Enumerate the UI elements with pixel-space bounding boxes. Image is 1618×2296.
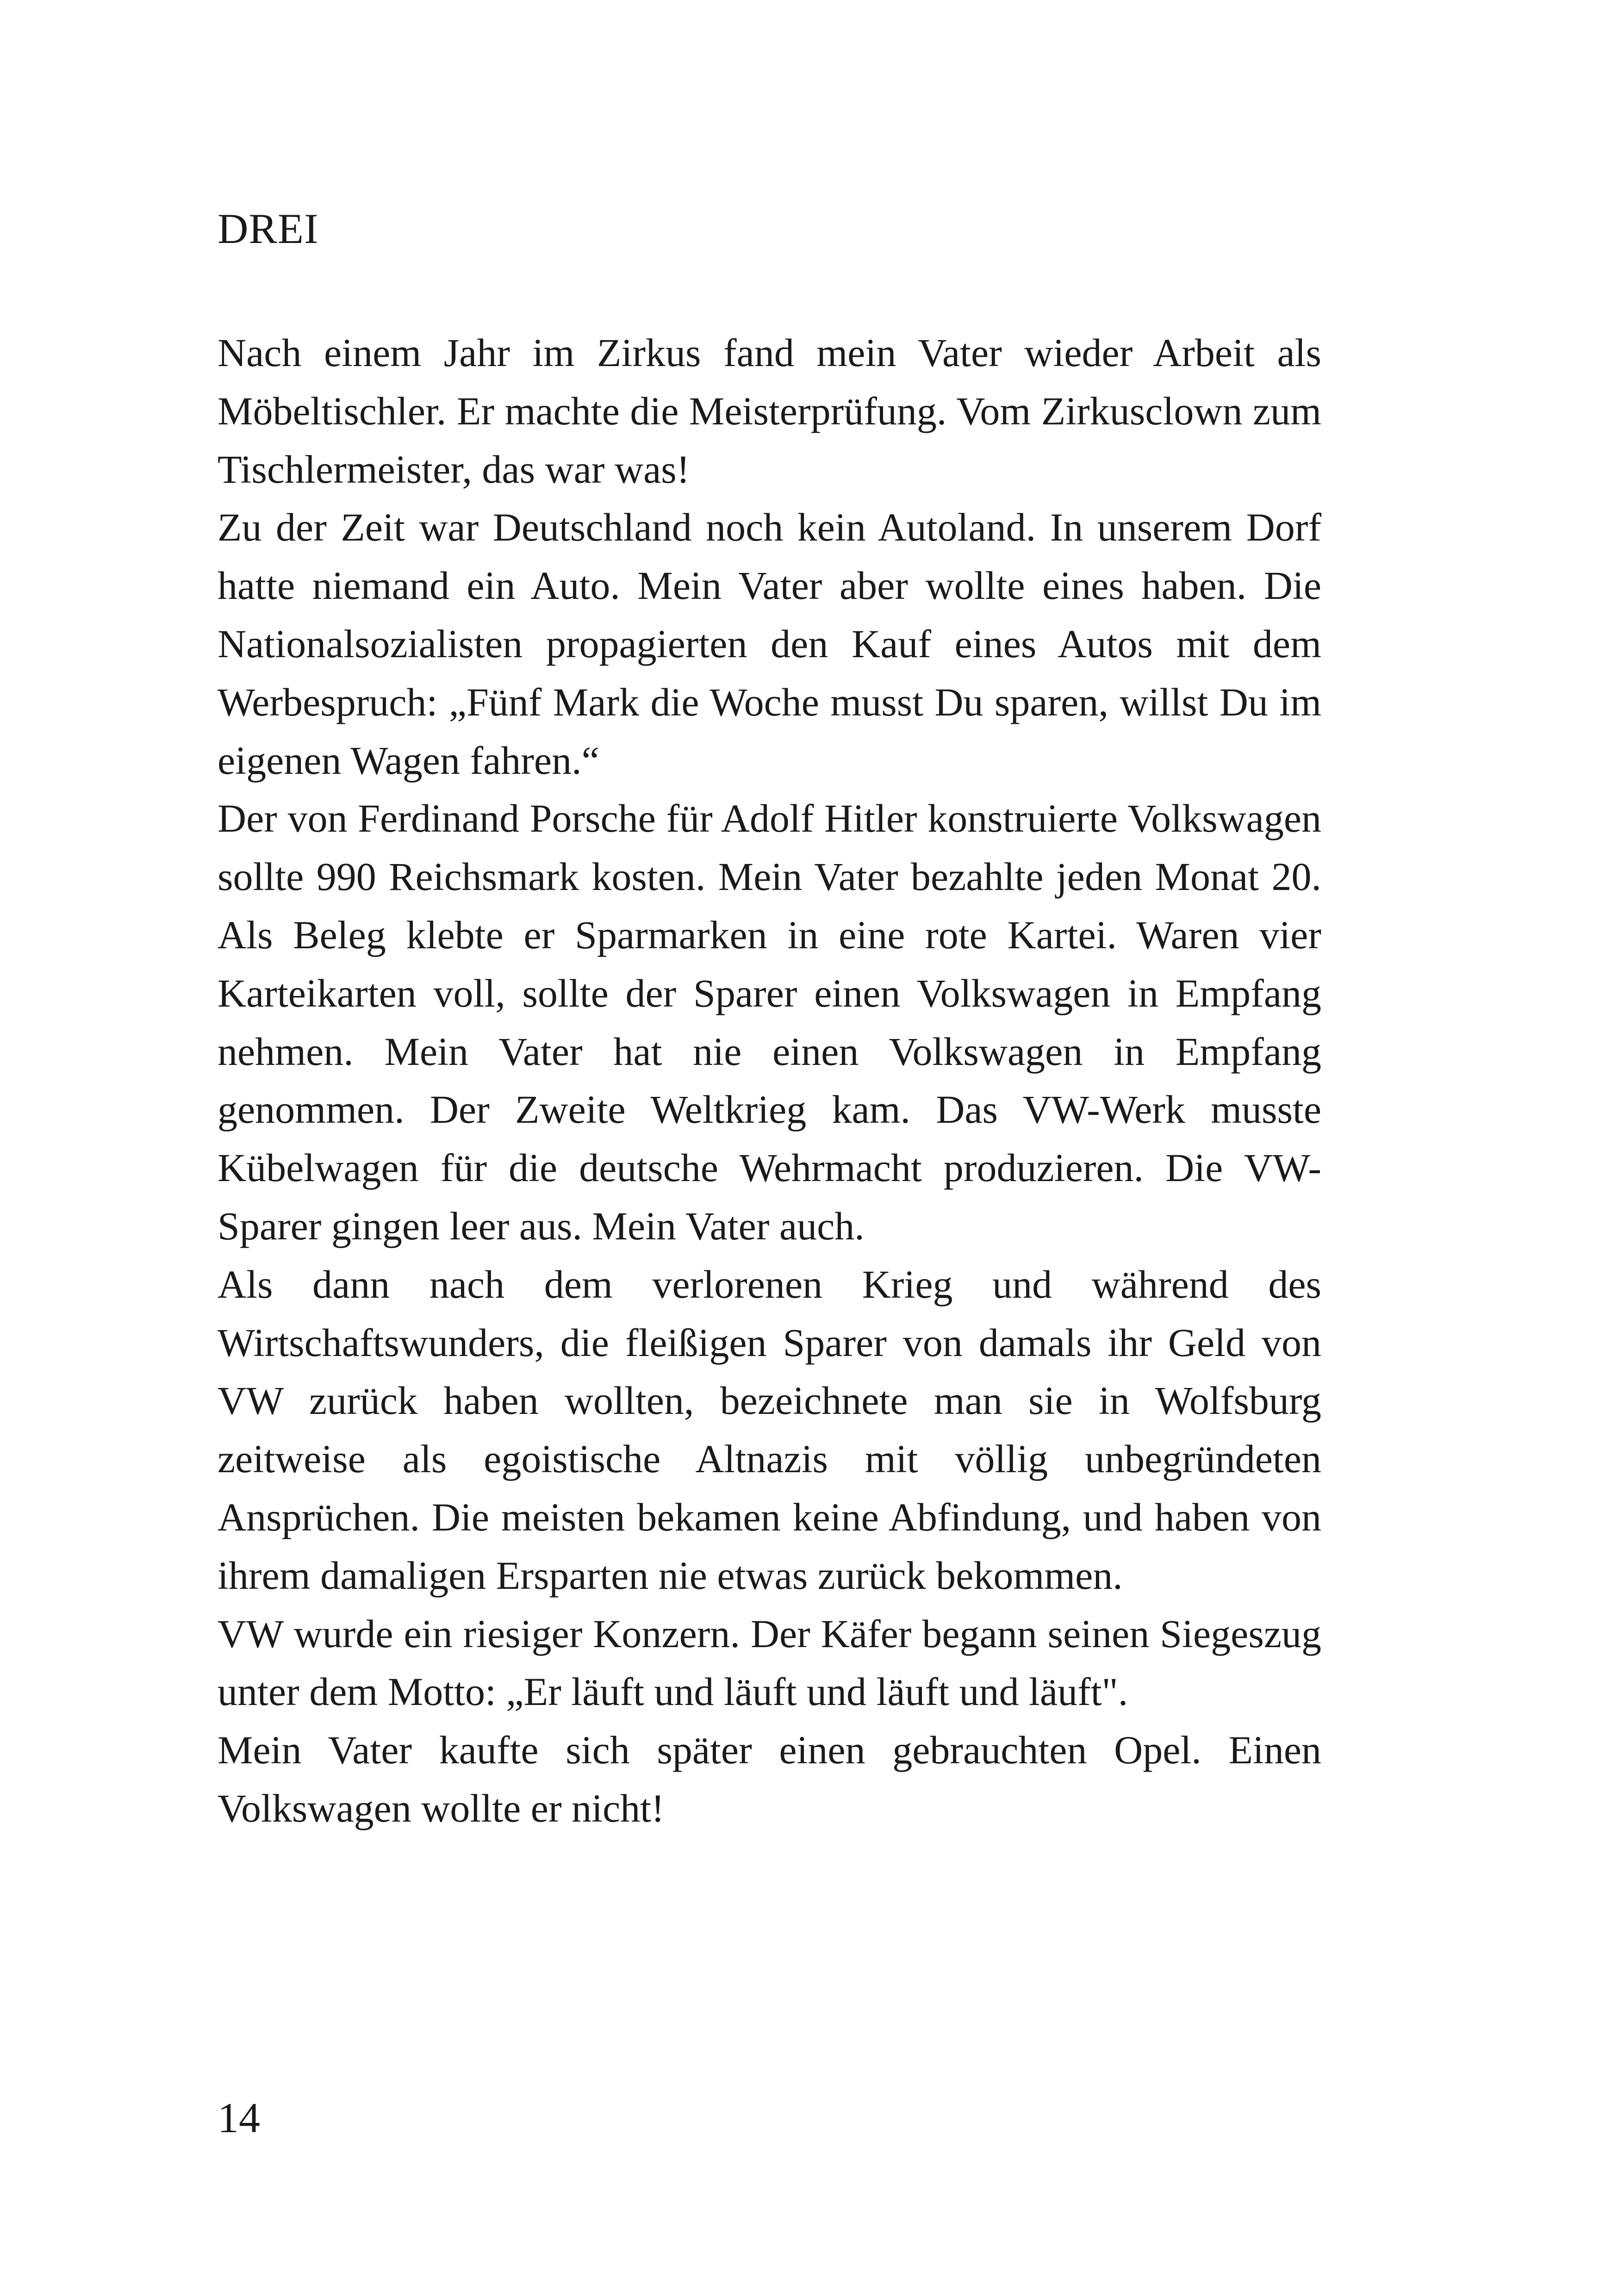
paragraph-1: Nach einem Jahr im Zirkus fand mein Vater wieder Arbeit als Möbeltischler. Er machte die Meisterprüfung. Vom Zirkusclown zum Tischlermeister, das war was! xyxy=(218,330,1321,492)
paragraph-3: Der von Ferdinand Porsche für Adolf Hitler konstruierte Volkswagen sollte 990 Reichsmark kosten. Mein Vater bezahlte jeden Monat 20. Als Beleg klebte er Sparmarken in eine rote Kartei. Waren vier Karteikarten voll, sollte der Sparer einen Volkswagen in Empfang nehmen. Mein Vater hat nie einen Volkswagen in Empfang genommen. Der Zweite Weltkrieg kam. Das VW-Werk musste Kübelwagen für die deutsche Wehrmacht produzieren. Die VW-Sparer gingen leer aus. Mein Vater auch. xyxy=(218,796,1321,1248)
paragraph-4: Als dann nach dem verlorenen Krieg und während des Wirtschaftswunders, die fleißigen Sparer von damals ihr Geld von VW zurück haben wollten, bezeichnete man sie in Wolfsburg zeitweise als egoistische Altnazis mit völlig unbegründeten Ansprüchen. Die meisten bekamen keine Abfindung, und haben von ihrem damaligen Ersparten nie etwas zurück bekommen. xyxy=(218,1262,1321,1598)
page-number: 14 xyxy=(218,2094,260,2141)
paragraph-2: Zu der Zeit war Deutschland noch kein Autoland. In unserem Dorf hatte niemand ein Auto. Mein Vater aber wollte eines haben. Die Nationalsozialisten propagierten den Kauf eines Autos mit dem Werbespruch: „Fünf Mark die Woche musst Du sparen, willst Du im eigenen Wagen fahren.“ xyxy=(218,505,1321,783)
body-text xyxy=(218,324,1321,1838)
paragraph-5: VW wurde ein riesiger Konzern. Der Käfer begann seinen Siegeszug unter dem Motto: „Er läuft und läuft und läuft und läuft". xyxy=(218,1611,1321,1714)
chapter-title: DREI xyxy=(218,205,319,252)
paragraph-6: Mein Vater kaufte sich später einen gebrauchten Opel. Einen Volkswagen wollte er nicht! xyxy=(218,1728,1321,1830)
